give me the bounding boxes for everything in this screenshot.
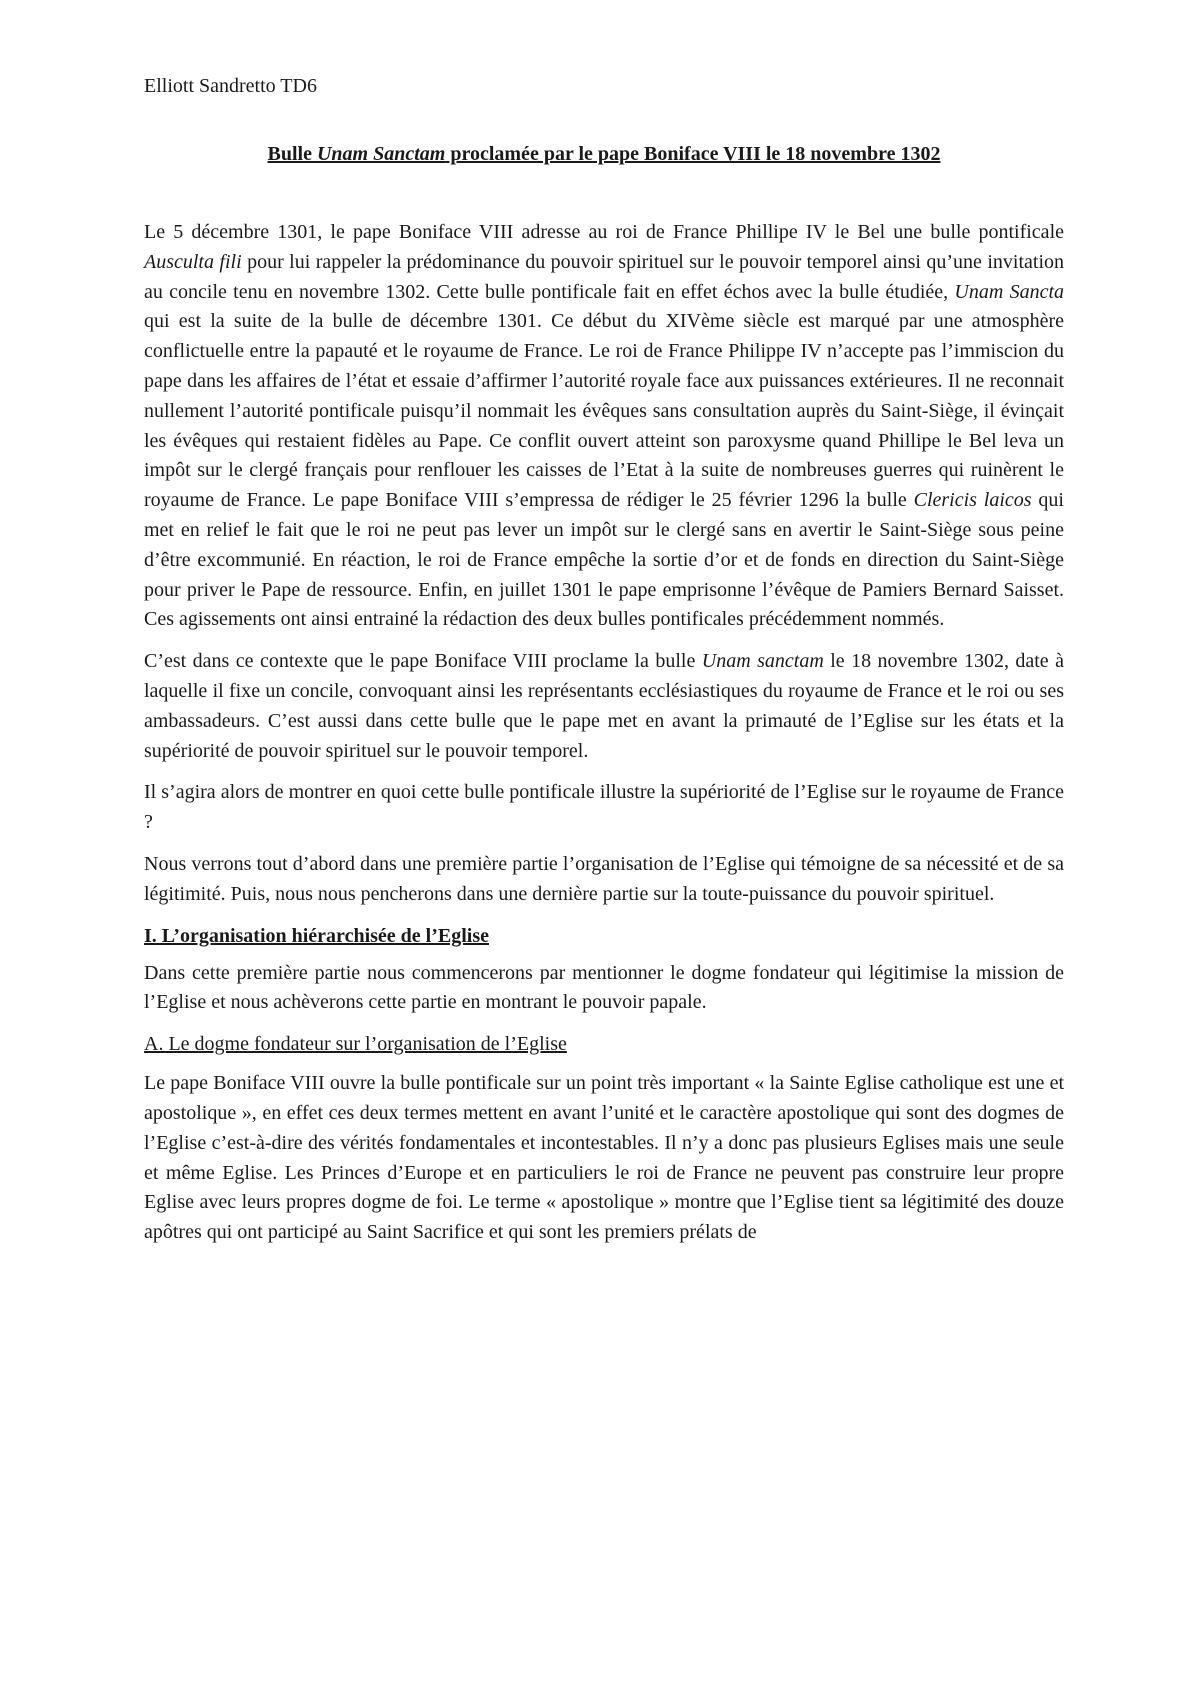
italic-run: Unam sanctam xyxy=(701,650,824,673)
text-run: qui met en relief le fait que le roi ne peut pas lever un impôt sur le clergé sans en avertir le Saint-Siège sous peine d’être excommunié. En réaction, le roi de France empêche la sortie d’or et de fonds en direction du Saint-Siège pour priver le Pape de ressource. Enfin, en juillet 1301 le pape emprisonne l’évêque de Pamiers Bernard Saisset. Ces agissements ont ainsi entrainé la rédaction des deux bulles pontificales précédemment nommés. xyxy=(144,489,1064,631)
title-suffix: proclamée par le pape Boniface VIII le 18 novembre 1302 xyxy=(445,143,941,165)
section-heading-1: I. L’organisation hiérarchisée de l’Eglise xyxy=(144,924,489,947)
title-italic: Unam Sanctam xyxy=(316,143,446,165)
italic-run: Unam Sancta xyxy=(954,280,1064,303)
subsection-heading-a: A. Le dogme fondateur sur l’organisation de l’Eglise xyxy=(144,1033,567,1056)
document-content xyxy=(144,72,1064,1260)
italic-run: Ausculta fili xyxy=(144,250,242,273)
section-1-intro: Dans cette première partie nous commencerons par mentionner le dogme fondateur qui légitimise la mission de l’Eglise et nous achèverons cette partie en montrant le pouvoir papale. xyxy=(144,961,1064,1014)
title-prefix: Bulle xyxy=(267,143,317,165)
text-run: qui est la suite de la bulle de décembre 1301. Ce début du XIVème siècle est marqué par une atmosphère conflictuelle entre la papauté et le royaume de France. Le roi de France Philippe IV n’accepte pas l’immiscion du pape dans les affaires de l’état et essaie d’affirmer l’autorité royale face aux puissances extérieures. Il ne reconnait nullement l’autorité pontificale puisqu’il nommait les évêques sans consultation auprès du Saint-Siège, il évinçait les évêques qui restaient fidèles au Pape. Ce conflit ouvert atteint son paroxysme quand Phillipe le Bel leva un impôt sur le clergé français pour renflouer les caisses de l’Etat à la suite de nombreuses guerres qui ruinèrent le royaume de France. Le pape Boniface VIII s’empressa de rédiger le 25 février 1296 la bulle xyxy=(144,310,1064,512)
problem-statement: Il s’agira alors de montrer en quoi cette bulle pontificale illustre la supériorité de l’Eglise sur le royaume de France ? xyxy=(144,781,1064,834)
document-title xyxy=(144,140,1064,168)
text-run: pour lui rappeler la prédominance du pouvoir spirituel sur le pouvoir temporel ainsi qu’une invitation au concile tenu en novembre 1302. Cette bulle pontificale fait en effet échos avec la bulle étudiée, xyxy=(144,250,1064,303)
author-line: Elliott Sandretto TD6 xyxy=(144,75,317,97)
intro-paragraph-1 xyxy=(144,218,1064,635)
text-run: C’est dans ce contexte que le pape Boniface VIII proclame la bulle xyxy=(144,650,702,673)
plan-announcement: Nous verrons tout d’abord dans une première partie l’organisation de l’Eglise qui témoigne de sa nécessité et de sa légitimité. Puis, nous nous pencherons dans une dernière partie sur la toute-puissance du pouvoir spirituel. xyxy=(144,852,1064,905)
subsection-a-paragraph: Le pape Boniface VIII ouvre la bulle pontificale sur un point très important « la Sainte Eglise catholique est une et apostolique », en effet ces deux termes mettent en avant l’unité et le caractère apostolique qui sont des dogmes de l’Eglise c’est-à-dire des vérités fondamentales et incontestables. Il n’y a donc pas plusieurs Eglises mais une seule et même Eglise. Les Princes d’Europe et en particuliers le roi de France ne peuvent pas construire leur propre Eglise avec leurs propres dogme de foi. Le terme « apostolique » montre que l’Eglise tient sa légitimité des douze apôtres qui ont participé au Saint Sacrifice et qui sont les premiers prélats de xyxy=(144,1072,1064,1244)
italic-run: Clericis laicos xyxy=(913,489,1032,512)
text-run: le 18 novembre 1302, date à laquelle il fixe un concile, convoquant ainsi les représentants ecclésiastiques du royaume de France et le roi ou ses ambassadeurs. C’est aussi dans cette bulle que le pape met en avant la primauté de l’Eglise sur les états et la supériorité de pouvoir spirituel sur le pouvoir temporel. xyxy=(144,650,1065,762)
text-run: Le 5 décembre 1301, le pape Boniface VIII adresse au roi de France Phillipe IV le Bel une bulle pontificale xyxy=(144,221,1064,243)
intro-paragraph-2 xyxy=(144,647,1064,766)
